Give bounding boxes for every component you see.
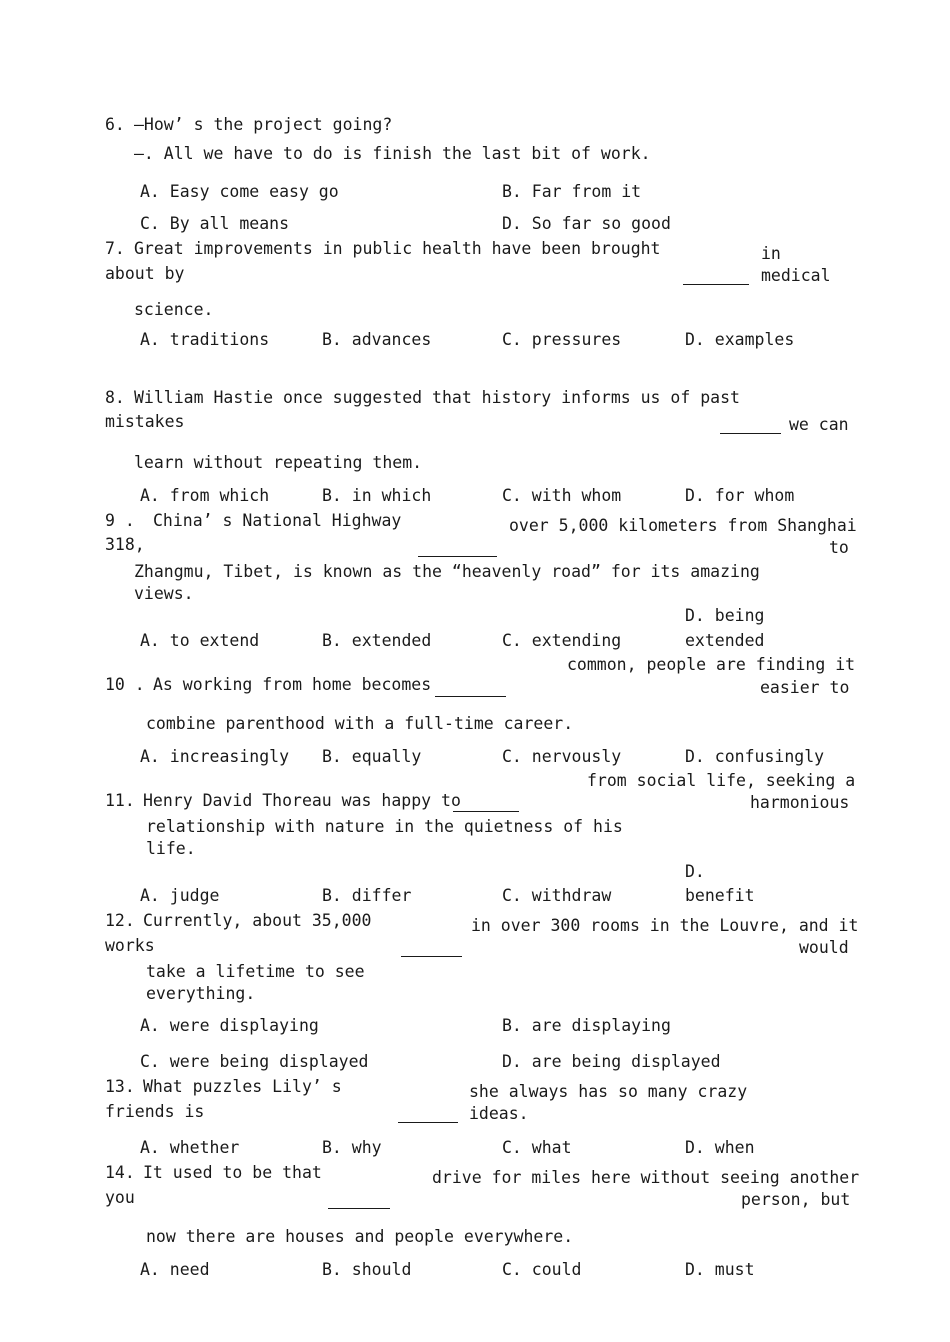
q6-stem-line1: —How’ s the project going? [134,115,393,134]
q7-option-d[interactable]: D. examples [685,330,795,349]
q9-stem-e: Zhangmu, Tibet, is known as the “heavenly road” for its amazing [134,562,760,581]
q10-stem-d: combine parenthood with a full-time career. [146,714,574,733]
q12-option-d[interactable]: D. are being displayed [502,1052,721,1071]
q9-stem-a: China’ s National Highway [153,511,402,530]
q10-stem-b: common, people are finding it [567,655,856,674]
q13-option-c[interactable]: C. what [502,1138,572,1157]
q14-stem-b: you [105,1188,135,1207]
q10-number: 10 . [105,675,145,694]
q12-stem-d: would [799,938,849,957]
q9-number: 9 . [105,511,135,530]
q7-stem-c: in [761,244,781,263]
q11-stem-d: relationship with nature in the quietness of his [146,817,623,836]
q11-number: 11. [105,791,135,810]
q7-stem-d: medical [761,266,831,285]
q6-stem-line2: —. All we have to do is finish the last bit of work. [134,144,651,163]
q13-number: 13. [105,1077,135,1096]
q10-option-a[interactable]: A. increasingly [140,747,290,766]
q13-option-d[interactable]: D. when [685,1138,755,1157]
q12-answer-blank[interactable] [401,956,462,957]
q8-option-b[interactable]: B. in which [322,486,432,505]
q14-option-d[interactable]: D. must [685,1260,755,1279]
q11-option-c[interactable]: C. withdraw [502,886,612,905]
q9-option-d-line2[interactable]: extended [685,631,765,650]
q9-stem-b: 318, [105,535,145,554]
q12-stem-b: works [105,936,155,955]
q10-answer-blank[interactable] [435,696,506,697]
q11-stem-a: Henry David Thoreau was happy to [143,791,461,810]
q9-answer-blank[interactable] [418,556,497,557]
q7-answer-blank[interactable] [683,284,749,285]
q12-option-b[interactable]: B. are displaying [502,1016,671,1035]
q14-stem-d: person, but [741,1190,851,1209]
q6-number: 6. [105,115,125,134]
q6-option-a[interactable]: A. Easy come easy go [140,182,339,201]
q11-option-d-line2[interactable]: benefit [685,886,755,905]
q7-stem-a: Great improvements in public health have been brought [134,239,661,258]
q12-option-c[interactable]: C. were being displayed [140,1052,369,1071]
q7-option-c[interactable]: C. pressures [502,330,622,349]
q10-option-c[interactable]: C. nervously [502,747,622,766]
q11-option-a[interactable]: A. judge [140,886,220,905]
q7-option-b[interactable]: B. advances [322,330,432,349]
q14-option-c[interactable]: C. could [502,1260,582,1279]
q14-number: 14. [105,1163,135,1182]
q8-option-d[interactable]: D. for whom [685,486,795,505]
q6-option-b[interactable]: B. Far from it [502,182,642,201]
q8-stem-c: we can [789,415,849,434]
q9-option-a[interactable]: A. to extend [140,631,260,650]
q12-stem-f: everything. [146,984,256,1003]
q6-option-c[interactable]: C. By all means [140,214,290,233]
q14-stem-c: drive for miles here without seeing another [432,1168,860,1187]
q8-option-a[interactable]: A. from which [140,486,270,505]
q8-stem-a: William Hastie once suggested that history informs us of past [134,388,740,407]
q6-option-d[interactable]: D. So far so good [502,214,671,233]
q11-answer-blank[interactable] [453,811,519,812]
q8-answer-blank[interactable] [720,433,781,434]
q11-stem-c: harmonious [750,793,850,812]
q10-stem-a: As working from home becomes [153,675,432,694]
q11-option-d-line1[interactable]: D. [685,862,705,881]
q14-option-a[interactable]: A. need [140,1260,210,1279]
q14-option-b[interactable]: B. should [322,1260,412,1279]
q12-stem-a: Currently, about 35,000 [143,911,372,930]
q11-option-b[interactable]: B. differ [322,886,412,905]
q7-option-a[interactable]: A. traditions [140,330,270,349]
q14-answer-blank[interactable] [328,1208,390,1209]
q8-stem-b: mistakes [105,412,185,431]
q9-option-c[interactable]: C. extending [502,631,622,650]
q13-option-b[interactable]: B. why [322,1138,382,1157]
q10-option-d[interactable]: D. confusingly [685,747,825,766]
q7-number: 7. [105,239,125,258]
q13-answer-blank[interactable] [398,1122,458,1123]
q14-stem-a: It used to be that [143,1163,322,1182]
q10-stem-c: easier to [760,678,850,697]
q8-option-c[interactable]: C. with whom [502,486,622,505]
q9-stem-d: to [829,538,849,557]
q13-option-a[interactable]: A. whether [140,1138,240,1157]
q13-stem-a: What puzzles Lily’ s [143,1077,342,1096]
q10-option-b[interactable]: B. equally [322,747,422,766]
q12-number: 12. [105,911,135,930]
q9-stem-c: over 5,000 kilometers from Shanghai [509,516,857,535]
q12-option-a[interactable]: A. were displaying [140,1016,319,1035]
q7-stem-b: about by [105,264,185,283]
q7-stem-e: science. [134,300,214,319]
q14-stem-e: now there are houses and people everywhere. [146,1227,574,1246]
q13-stem-b: friends is [105,1102,205,1121]
q11-stem-b: from social life, seeking a [587,771,856,790]
q13-stem-c: she always has so many crazy [469,1082,748,1101]
q9-option-d-line1[interactable]: D. being [685,606,765,625]
q12-stem-c: in over 300 rooms in the Louvre, and it [471,916,859,935]
q12-stem-e: take a lifetime to see [146,962,365,981]
q8-stem-d: learn without repeating them. [134,453,423,472]
q8-number: 8. [105,388,125,407]
q13-stem-d: ideas. [469,1104,529,1123]
q9-stem-f: views. [134,584,194,603]
q11-stem-e: life. [146,839,196,858]
q9-option-b[interactable]: B. extended [322,631,432,650]
